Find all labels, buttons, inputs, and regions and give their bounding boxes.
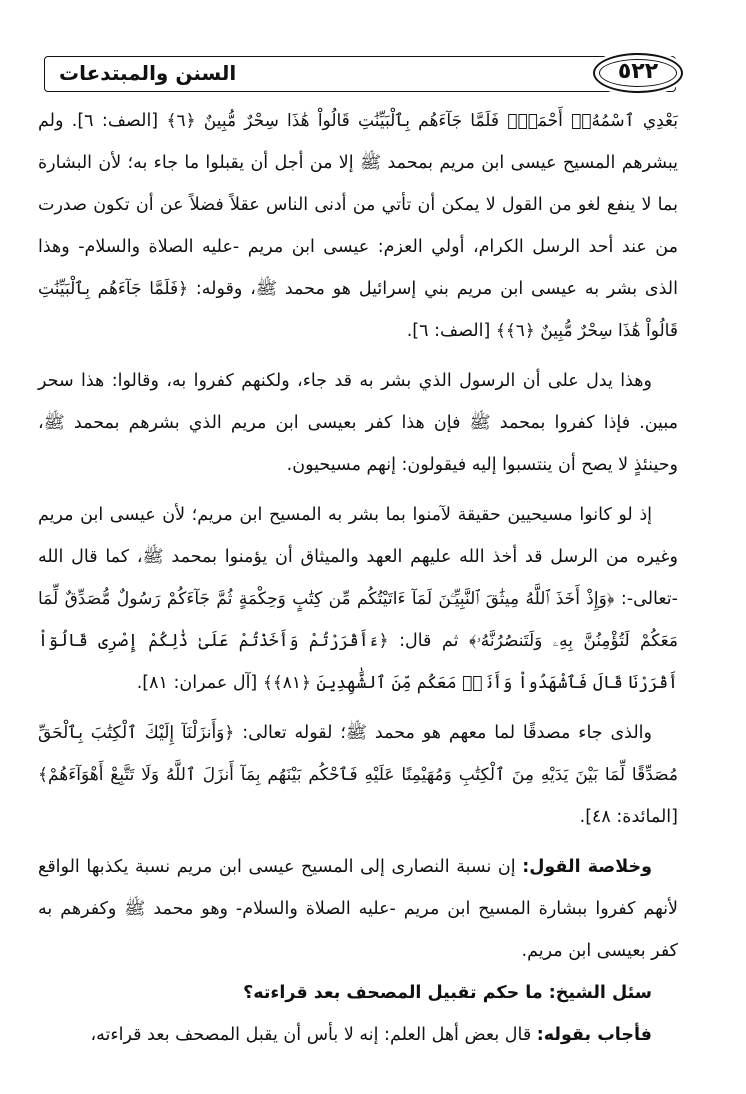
paragraph-text: والذى جاء مصدقًا لما معهم هو محمد ﷺ؛ لقوله تعالى: [234, 723, 652, 743]
paragraph-4 [38, 712, 678, 838]
quran-verse: بَعْدِي ٱسْمُهُۥٓ أَحْمَدُۖ فَلَمَّا جَآءَهُم بِٱلْبَيِّنَٰتِ قَالُواْ هَٰذَا سِحْرٌ مُّبِينٌ ﴿٦﴾ [166, 111, 678, 131]
paragraph-5 [38, 846, 678, 972]
page-number-oval [593, 53, 683, 93]
page-number: ٥٢٢ [617, 59, 659, 84]
quran-verse: ﴿وَإِذْ أَخَذَ ٱللَّهُ مِيثَٰقَ ٱلنَّبِيِّـۧنَ لَمَآ ءَاتَيْتُكُم مِّن كِتَٰبٍ وَحِكْمَةٍ ثُمَّ جَآءَكُمْ رَسُولٌ مُّصَدِّقٌ لِّمَا مَعَكُمْ لَتُؤْمِنُنَّ بِهِۦ وَلَتَنصُرُنَّهُۥ﴾ [38, 589, 678, 651]
verse-reference: [المائدة: ٤٨]. [579, 807, 678, 827]
page-body [38, 100, 678, 1056]
paragraph-text: وهذا يدل على أن الرسول الذي بشر به قد جاء، ولكنهم كفروا به، وقالوا: هذا سحر مبين. فإذا كفروا بمحمد ﷺ فإن هذا كفر بعيسى ابن مريم الذي بشرهم بمحمد ﷺ، وحينئذٍ لا يصح أن ينتسبوا إليه فيقولون: إنهم مسيحيون. [38, 371, 678, 475]
summary-heading: وخلاصة القول: [522, 857, 652, 877]
question-heading: سئل الشيخ: ما حكم تقبيل المصحف بعد قراءته؟ [243, 983, 652, 1003]
paragraph-text: ثم قال: [388, 631, 469, 651]
quran-verse: ﴿فَلَمَّا جَآءَهُم بِٱلْبَيِّنَٰتِ قَالُواْ هَٰذَا سِحْرٌ مُّبِينٌ ﴿٦﴾﴾ [38, 279, 678, 341]
page-header [44, 56, 676, 92]
paragraph-6 [38, 972, 678, 1014]
answer-heading: فأجاب بقوله: [536, 1025, 652, 1045]
paragraph-text: إذ لو كانوا مسيحيين حقيقة لآمنوا بما بشر به المسيح ابن مريم؛ لأن عيسى ابن مريم وغيره من الرسل قد أخذ الله عليهم العهد والميثاق أن يؤمنوا بمحمد ﷺ، كما قال الله -تعالى-: [38, 505, 678, 609]
paragraph-text: إن نسبة النصارى إلى المسيح عيسى ابن مريم نسبة يكذبها الواقع لأنهم كفروا ببشارة المسيح ابن مريم -عليه الصلاة والسلام- وهو محمد ﷺ وكفرهم به كفر بعيسى ابن مريم. [38, 857, 678, 961]
quran-verse: ﴿ءَأَقْرَرْتُمْ وَأَخَذْتُمْ عَلَىٰ ذَٰلِكُمْ إِصْرِى قَالُوٓاْ أَقْرَرْنَا قَالَ فَٱشْهَدُواْ وَأَنَا۠ مَعَكُم مِّنَ ٱلشَّٰهِدِينَ ﴿٨١﴾﴾ [38, 631, 678, 693]
paragraph-text: [الصف: ٦]. ولم يبشرهم المسيح عيسى ابن مريم بمحمد ﷺ إلا من أجل أن يقبلوا ما جاء به؛ لأن البشارة بما لا ينفع لغو من القول لا يمكن أن تأتي من أدنى الناس عقلاً فضلاً عن أن تكون صدرت من عند أحد الرسل الكرام، أولي العزم: عيسى ابن مريم -عليه الصلاة والسلام- وهذا الذى بشر به عيسى ابن مريم بني إسرائيل هو محمد ﷺ، وقوله: [38, 111, 678, 299]
verse-reference: [آل عمران: ٨١]. [136, 673, 263, 693]
chapter-title: السنن والمبتدعات [59, 61, 237, 85]
verse-reference: [الصف: ٦]. [406, 321, 496, 341]
quran-verse: ﴿وَأَنزَلْنَآ إِلَيْكَ ٱلْكِتَٰبَ بِٱلْحَقِّ مُصَدِّقًا لِّمَا بَيْنَ يَدَيْهِ مِنَ ٱلْكِتَٰبِ وَمُهَيْمِنًا عَلَيْهِ فَٱحْكُم بَيْنَهُم بِمَآ أَنزَلَ ٱللَّهُ وَلَا تَتَّبِعْ أَهْوَآءَهُمْ﴾ [38, 723, 678, 785]
paragraph-text: قال بعض أهل العلم: إنه لا بأس أن يقبل المصحف بعد قراءته، [90, 1025, 537, 1045]
paragraph-2 [38, 360, 678, 486]
paragraph-1 [38, 100, 678, 352]
paragraph-7 [38, 1014, 678, 1056]
paragraph-3 [38, 494, 678, 704]
